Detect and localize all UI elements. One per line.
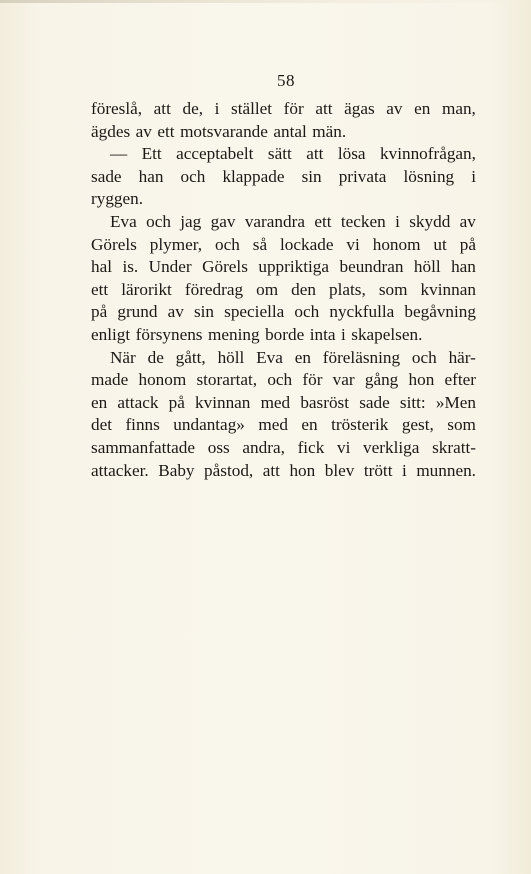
word: ut <box>433 234 447 254</box>
text-line <box>91 234 476 257</box>
word: is. <box>122 257 139 277</box>
word: den <box>291 279 316 299</box>
word: på <box>91 302 108 322</box>
word: hon <box>408 370 435 390</box>
word: storartat, <box>196 370 258 390</box>
word: försynens <box>135 324 203 344</box>
word: sitt: <box>399 392 426 412</box>
word: stället <box>231 99 273 118</box>
text-line <box>91 279 476 302</box>
word: andra, <box>242 437 285 457</box>
word: en <box>294 347 311 367</box>
word: sin <box>301 166 322 186</box>
word: made <box>91 370 129 390</box>
word: en <box>301 415 318 435</box>
word: och <box>215 234 240 254</box>
word: sade <box>359 392 390 412</box>
word: vi <box>346 234 360 254</box>
word: och <box>411 347 437 367</box>
word: antal <box>273 121 307 141</box>
word: för <box>283 99 304 118</box>
word: privata <box>338 166 387 186</box>
word: i <box>214 99 220 118</box>
word: i <box>395 211 400 231</box>
word: lärorikt <box>121 279 172 299</box>
word: att <box>262 460 280 480</box>
word: och <box>180 166 206 186</box>
word: honom <box>138 370 187 390</box>
word: ägdes <box>91 121 131 141</box>
word: män. <box>312 121 347 141</box>
word: uppriktiga <box>258 257 330 277</box>
word: kvinnan <box>420 279 476 299</box>
word: med <box>260 392 291 412</box>
word: han <box>451 257 476 277</box>
word: av <box>459 211 476 231</box>
word: lösa <box>337 144 366 164</box>
word: munnen. <box>416 460 476 480</box>
word: ägas <box>344 99 375 118</box>
text-line <box>91 460 476 483</box>
word: lockade <box>280 234 334 254</box>
page-top-edge <box>0 0 531 3</box>
word: När <box>110 347 136 367</box>
word: på <box>459 234 476 254</box>
word: i <box>471 166 476 186</box>
word: skratt- <box>432 437 476 457</box>
word: trött <box>363 460 393 480</box>
word: Baby <box>158 460 195 480</box>
word: plats, <box>329 279 366 299</box>
word: speciella <box>224 302 285 322</box>
text-line <box>91 437 476 460</box>
word: attacker. <box>91 460 149 480</box>
word: skydd <box>409 211 451 231</box>
word: föredrag <box>184 279 244 299</box>
word: så <box>252 234 268 254</box>
word: kvinnan <box>195 392 251 412</box>
word: fick <box>297 437 325 457</box>
word: »Men <box>435 392 476 412</box>
text-line <box>91 211 476 234</box>
word: sin <box>193 302 215 322</box>
word: i <box>402 460 407 480</box>
word: gest, <box>401 415 434 435</box>
word: här- <box>448 347 476 367</box>
word: Under <box>148 257 192 277</box>
word: en <box>91 392 108 412</box>
word: vi <box>336 437 351 457</box>
word: att <box>153 99 171 118</box>
word: skapelsen. <box>351 324 423 344</box>
word: Görels <box>202 257 248 277</box>
text-line <box>91 347 476 370</box>
word: — <box>110 144 128 164</box>
word: Eva <box>256 347 283 367</box>
word: grund <box>117 302 158 322</box>
word: honom <box>372 234 421 254</box>
text-line <box>91 188 476 211</box>
text-line <box>91 324 476 347</box>
word: om <box>256 279 279 299</box>
word: och <box>294 302 320 322</box>
word: de <box>147 347 164 367</box>
word: att <box>306 144 324 164</box>
word: och <box>267 370 293 390</box>
word: ett <box>157 121 175 141</box>
word: borde <box>265 324 305 344</box>
word: som <box>378 279 408 299</box>
word: enligt <box>91 324 131 344</box>
word: gång <box>364 370 399 390</box>
word: mening <box>208 324 260 344</box>
word: klappade <box>222 166 285 186</box>
word: höll <box>413 257 441 277</box>
word: nyckfulla <box>329 302 395 322</box>
word: på <box>168 392 185 412</box>
word: ett <box>91 279 109 299</box>
text-line <box>91 166 476 189</box>
word: verkliga <box>363 437 420 457</box>
word: hon <box>289 460 316 480</box>
word: för <box>302 370 323 390</box>
word: blev <box>324 460 355 480</box>
word: plymer, <box>149 234 203 254</box>
word: sade <box>91 166 122 186</box>
text-line <box>91 256 476 279</box>
text-line <box>91 98 476 121</box>
word: höll <box>217 347 245 367</box>
word: basröst <box>300 392 350 412</box>
word: föreläsning <box>322 347 401 367</box>
word: och <box>146 211 171 231</box>
word: varandra <box>244 211 305 231</box>
text-line <box>91 414 476 437</box>
body-text <box>91 98 476 482</box>
word: beundran <box>339 257 404 277</box>
page-number: 58 <box>277 71 295 90</box>
word: påstod, <box>204 460 254 480</box>
word: ett <box>314 211 332 231</box>
word: efter <box>444 370 476 390</box>
word: av <box>135 121 152 141</box>
word: med <box>258 415 288 435</box>
word: begåvning <box>404 302 476 322</box>
word: attack <box>117 392 159 412</box>
word: av <box>167 302 184 322</box>
text-line <box>91 369 476 392</box>
word: av <box>386 99 403 118</box>
word: en <box>414 99 431 118</box>
word: tecken <box>340 211 386 231</box>
word: trösterik <box>331 415 389 435</box>
word: gått, <box>175 347 206 367</box>
word: var <box>332 370 355 390</box>
text-line <box>91 301 476 324</box>
word: Eva <box>110 211 137 231</box>
word: Görels <box>91 234 137 254</box>
word: motsvarande <box>180 121 268 141</box>
word: ryggen. <box>91 189 144 209</box>
word: sammanfattade <box>91 437 196 457</box>
word: sätt <box>267 144 292 164</box>
word: att <box>315 99 333 118</box>
word: Ett <box>141 144 162 164</box>
word: finns <box>125 415 160 435</box>
word: kvinnofrågan, <box>380 144 476 164</box>
word: föreslå, <box>91 99 143 118</box>
text-line <box>91 121 476 144</box>
word: det <box>91 415 112 435</box>
word: jag <box>180 211 202 231</box>
word: gav <box>210 211 236 231</box>
text-line <box>91 143 476 166</box>
word: i <box>340 324 346 344</box>
word: oss <box>207 437 230 457</box>
word: undantag» <box>173 415 245 435</box>
word: inta <box>309 324 336 344</box>
word: hal <box>91 257 112 277</box>
word: som <box>447 415 476 435</box>
text-line <box>91 392 476 415</box>
word: han <box>138 166 164 186</box>
word: man, <box>441 99 476 118</box>
word: de, <box>182 99 203 118</box>
word: lösning <box>403 166 455 186</box>
word: acceptabelt <box>176 144 254 164</box>
